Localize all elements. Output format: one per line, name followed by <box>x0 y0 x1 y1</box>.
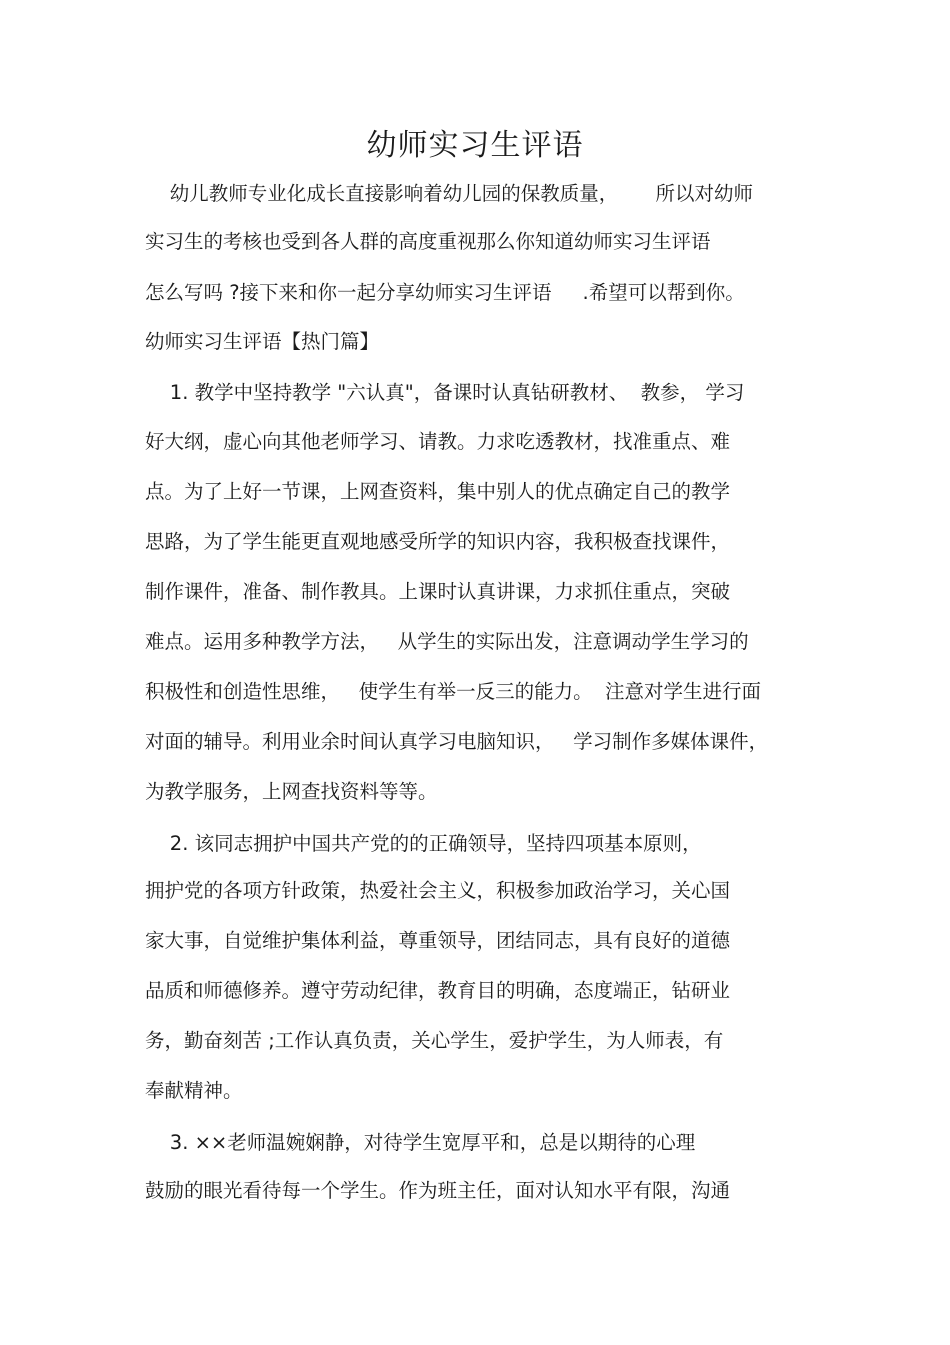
body-line: 家大事，自觉维护集体利益，尊重领导，团结同志，具有良好的道德 <box>145 929 731 952</box>
body-line: 对面的辅导。利用业余时间认真学习电脑知识， 学习制作多媒体课件， <box>145 730 769 753</box>
body-line: 怎么写吗 ?接下来和你一起分享幼师实习生评语 .希望可以帮到你。 <box>145 281 745 304</box>
body-line: 务，勤奋刻苦 ;工作认真负责，关心学生，爱护学生，为人师表，有 <box>145 1029 724 1052</box>
body-line: 1. 教学中坚持教学 "六认真"，备课时认真钻研教材、 教参， 学习 <box>145 381 745 404</box>
body-line: 鼓励的眼光看待每一个学生。作为班主任，面对认知水平有限，沟通 <box>145 1179 731 1202</box>
body-line: 思路，为了学生能更直观地感受所学的知识内容，我积极查找课件， <box>145 530 731 553</box>
body-line: 幼儿教师专业化成长直接影响着幼儿园的保教质量， 所以对幼师 <box>145 182 753 205</box>
section-heading: 幼师实习生评语【热门篇】 <box>145 330 380 353</box>
body-line: 拥护党的各项方针政策，热爱社会主义，积极参加政治学习，关心国 <box>145 879 731 902</box>
page-title: 幼师实习生评语 <box>366 128 584 163</box>
body-line: 为教学服务，上网查找资料等等。 <box>145 780 438 803</box>
body-line: 好大纲，虚心向其他老师学习、请教。力求吃透教材，找准重点、难 <box>145 430 731 453</box>
body-line: 点。为了上好一节课，上网查资料，集中别人的优点确定自己的教学 <box>145 480 731 503</box>
body-line: 制作课件，准备、制作教具。上课时认真讲课，力求抓住重点，突破 <box>145 580 731 603</box>
body-line: 奉献精神。 <box>145 1079 243 1102</box>
body-line: 品质和师德修养。遵守劳动纪律，教育目的明确，态度端正，钻研业 <box>145 979 731 1002</box>
body-line: 积极性和创造性思维， 使学生有举一反三的能力。 注意对学生进行面 <box>145 680 761 703</box>
body-line: 2. 该同志拥护中国共产党的的正确领导，坚持四项基本原则， <box>145 832 702 855</box>
body-line: 3. ××老师温婉娴静，对待学生宽厚平和，总是以期待的心理 <box>145 1131 696 1154</box>
body-line: 难点。运用多种教学方法， 从学生的实际出发，注意调动学生学习的 <box>145 630 749 653</box>
body-line: 实习生的考核也受到各人群的高度重视那么你知道幼师实习生评语 <box>145 230 711 253</box>
